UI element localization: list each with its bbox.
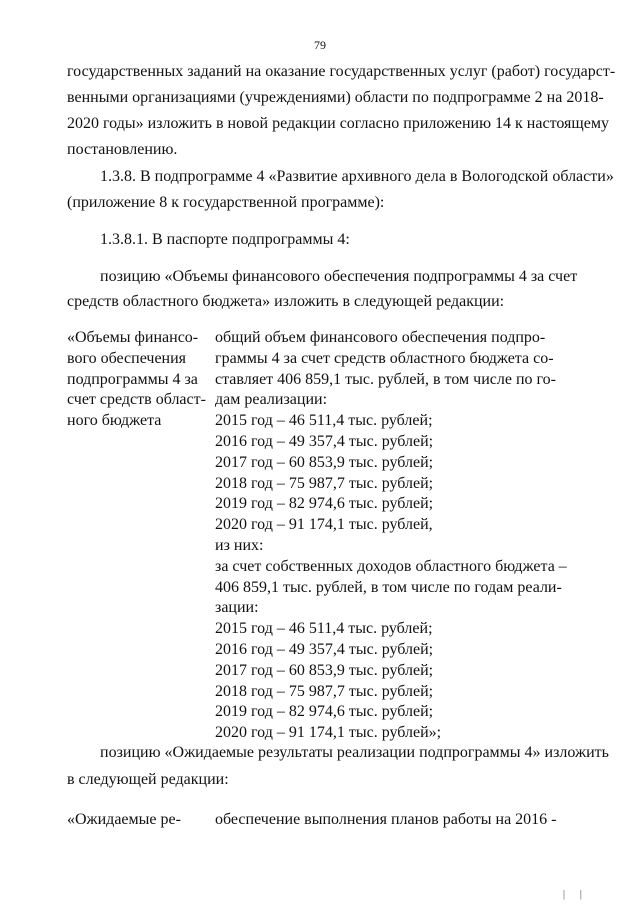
value-line: граммы 4 за счет средств областного бюджета со- — [215, 349, 554, 367]
value-line: 406 859,1 тыс. рублей, в том числе по годам реали- — [215, 578, 562, 596]
label-line: ного бюджета — [67, 412, 162, 430]
label-line: счет средств област- — [67, 391, 206, 409]
financing-label-column — [67, 328, 206, 432]
value-line: 2016 год – 49 357,4 тыс. рублей; — [215, 640, 434, 658]
item-1-3-8-1: 1.3.8.1. В паспорте подпрограммы 4: — [100, 231, 350, 248]
label-line: вого обеспечения — [67, 349, 187, 367]
value-line: 2018 год – 75 987,7 тыс. рублей; — [215, 682, 434, 700]
value-line: зации: — [215, 599, 259, 617]
value-line: 2017 год – 60 853,9 тыс. рублей; — [215, 661, 434, 679]
value-line: ставляет 406 859,1 тыс. рублей, в том числе по го- — [215, 370, 556, 388]
results-value: обеспечение выполнения планов работы на 2016 - — [215, 811, 557, 828]
position2-line2: в следующей редакции: — [67, 771, 229, 788]
text-line: венными организациями (учреждениями) области по подпрограмме 2 на 2018- — [67, 89, 604, 106]
value-line: из них: — [215, 536, 264, 554]
value-line: 2018 год – 75 987,7 тыс. рублей; — [215, 474, 434, 492]
position2-line1: позицию «Ожидаемые результаты реализации подпрограммы 4» изложить — [100, 744, 609, 761]
value-line: дам реализации: — [215, 391, 328, 409]
value-line: 2020 год – 91 174,1 тыс. рублей, — [215, 516, 433, 534]
text-line: государственных заданий на оказание государственных услуг (работ) государст- — [67, 63, 616, 80]
value-line: 2019 год – 82 974,6 тыс. рублей; — [215, 495, 434, 513]
value-line: 2016 год – 49 357,4 тыс. рублей; — [215, 432, 434, 450]
item-1-3-8-line2: (приложение 8 к государственной программе): — [67, 194, 385, 211]
value-line: за счет собственных доходов областного бюджета – — [215, 557, 567, 575]
results-label: «Ожидаемые ре- — [67, 811, 181, 828]
label-line: подпрограммы 4 за — [67, 370, 198, 388]
text-line: 2020 годы» изложить в новой редакции согласно приложению 14 к настоящему — [67, 115, 609, 132]
page-number: 79 — [314, 38, 326, 52]
financing-value-column — [215, 328, 567, 744]
value-line: 2015 год – 46 511,4 тыс. рублей; — [215, 620, 433, 638]
position1-line2: средств областного бюджета» изложить в следующей редакции: — [67, 293, 505, 310]
text-line: постановлению. — [67, 141, 178, 158]
bottom-mark: | | — [562, 888, 588, 900]
value-line: общий объем финансового обеспечения подпро- — [215, 329, 546, 346]
item-1-3-8-line1: 1.3.8. В подпрограмме 4 «Развитие архивного дела в Вологодской области» — [100, 168, 614, 185]
value-line: 2015 год – 46 511,4 тыс. рублей; — [215, 412, 433, 430]
position1-line1: позицию «Объемы финансового обеспечения подпрограммы 4 за счет — [100, 268, 578, 285]
value-line: 2017 год – 60 853,9 тыс. рублей; — [215, 453, 434, 471]
value-line: 2020 год – 91 174,1 тыс. рублей»; — [215, 724, 442, 742]
label-line: «Объемы финансо- — [67, 329, 199, 346]
value-line: 2019 год – 82 974,6 тыс. рублей; — [215, 703, 434, 721]
